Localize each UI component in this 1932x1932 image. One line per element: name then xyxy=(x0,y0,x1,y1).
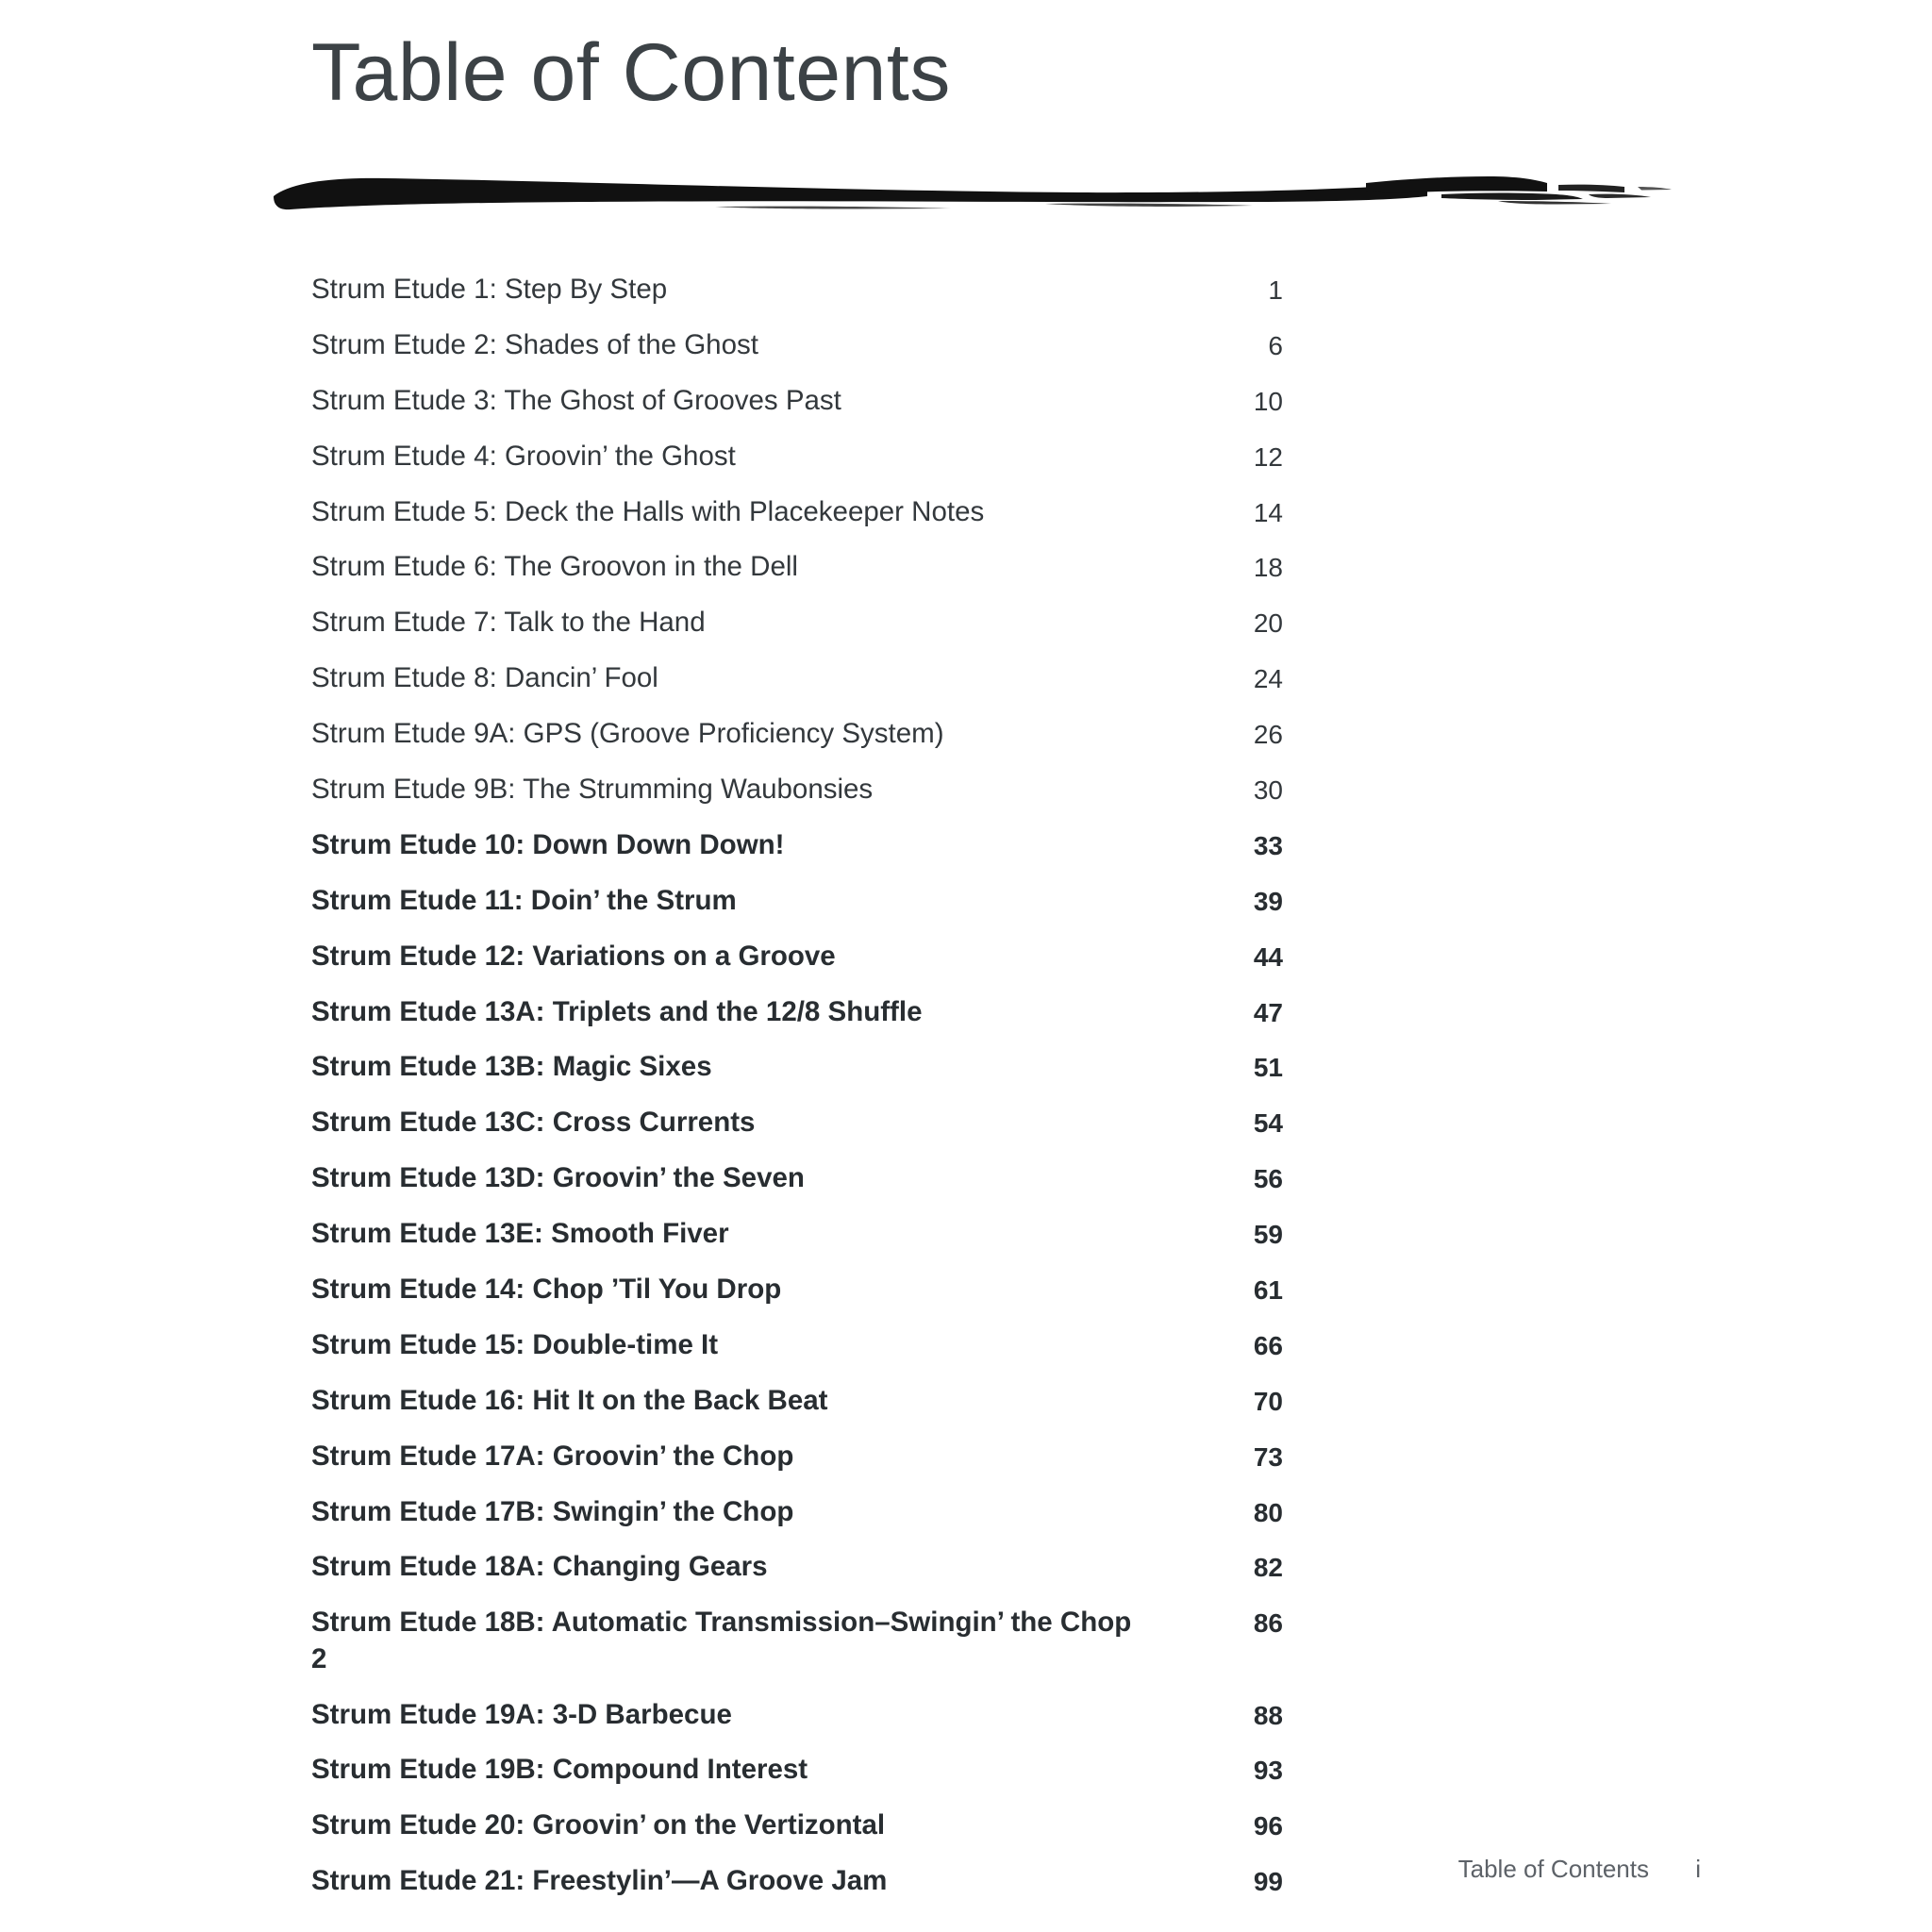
toc-entry-page-number: 61 xyxy=(1253,1275,1283,1306)
toc-entry-label: Strum Etude 6: The Groovon in the Dell xyxy=(311,551,798,583)
toc-entry[interactable] xyxy=(311,1697,1283,1733)
toc-entry[interactable] xyxy=(311,439,1283,475)
toc-entry-label: Strum Etude 9B: The Strumming Waubonsies xyxy=(311,774,874,806)
toc-entry-label: Strum Etude 17A: Groovin’ the Chop xyxy=(311,1440,794,1472)
toc-entry[interactable] xyxy=(311,272,1283,308)
toc-entry-page-number: 18 xyxy=(1253,553,1283,583)
toc-entry-label: Strum Etude 8: Dancin’ Fool xyxy=(311,662,658,694)
footer-label: Table of Contents xyxy=(1457,1855,1649,1883)
toc-entry-page-number: 51 xyxy=(1253,1053,1283,1083)
toc-entry-label: Strum Etude 16: Hit It on the Back Beat xyxy=(311,1384,828,1416)
toc-entry-label: Strum Etude 14: Chop ’Til You Drop xyxy=(311,1274,782,1306)
toc-entry-page-number: 99 xyxy=(1253,1867,1283,1897)
toc-entry[interactable] xyxy=(311,494,1283,530)
toc-entry[interactable] xyxy=(311,327,1283,363)
toc-entry-page-number: 70 xyxy=(1253,1386,1283,1416)
toc-entry-page-number: 39 xyxy=(1253,886,1283,916)
toc-entry-label: Strum Etude 15: Double-time It xyxy=(311,1328,719,1360)
toc-entry-page-number: 44 xyxy=(1253,941,1283,972)
toc-entry-page-number: 66 xyxy=(1253,1330,1283,1360)
page-title: Table of Contents xyxy=(311,27,951,118)
toc-entry-label: Strum Etude 13D: Groovin’ the Seven xyxy=(311,1162,805,1194)
toc-entry[interactable] xyxy=(311,660,1283,696)
toc-entry[interactable] xyxy=(311,1160,1283,1196)
toc-entry-page-number: 47 xyxy=(1253,997,1283,1027)
toc-entry-page-number: 6 xyxy=(1268,330,1283,360)
toc-entry[interactable] xyxy=(311,1549,1283,1585)
toc-entry-page-number: 86 xyxy=(1253,1608,1283,1639)
toc-entry[interactable] xyxy=(311,994,1283,1030)
toc-entry-label: Strum Etude 11: Doin’ the Strum xyxy=(311,884,737,916)
toc-entry-label: Strum Etude 13C: Cross Currents xyxy=(311,1107,756,1139)
toc-entry[interactable] xyxy=(311,1216,1283,1252)
toc-entry-page-number: 56 xyxy=(1253,1164,1283,1194)
toc-entry-label: Strum Etude 7: Talk to the Hand xyxy=(311,607,706,639)
toc-entry-label: Strum Etude 18A: Changing Gears xyxy=(311,1551,768,1583)
toc-entry-page-number: 93 xyxy=(1253,1756,1283,1786)
toc-entry[interactable] xyxy=(311,1383,1283,1419)
toc-entry-page-number: 59 xyxy=(1253,1220,1283,1250)
toc-entry-list xyxy=(311,272,1283,1919)
toc-entry[interactable] xyxy=(311,939,1283,974)
toc-entry-page-number: 54 xyxy=(1253,1108,1283,1139)
brush-stroke-divider xyxy=(272,168,1696,225)
page-footer xyxy=(0,1855,1932,1892)
toc-entry-page-number: 73 xyxy=(1253,1441,1283,1472)
toc-entry[interactable] xyxy=(311,1752,1283,1788)
toc-entry-label: Strum Etude 17B: Swingin’ the Chop xyxy=(311,1495,794,1527)
toc-entry-label: Strum Etude 2: Shades of the Ghost xyxy=(311,328,758,360)
toc-entry-label: Strum Etude 10: Down Down Down! xyxy=(311,828,785,860)
toc-entry-label: Strum Etude 19A: 3-D Barbecue xyxy=(311,1698,732,1730)
toc-entry[interactable] xyxy=(311,549,1283,585)
toc-entry-label: Strum Etude 13A: Triplets and the 12/8 Shuffle xyxy=(311,995,923,1027)
toc-entry[interactable] xyxy=(311,605,1283,641)
footer-page-number: i xyxy=(1695,1855,1701,1883)
toc-entry-label: Strum Etude 5: Deck the Halls with Placekeeper Notes xyxy=(311,495,985,527)
toc-entry[interactable] xyxy=(311,1049,1283,1085)
toc-entry[interactable] xyxy=(311,383,1283,419)
toc-entry[interactable] xyxy=(311,1494,1283,1530)
toc-entry-label: Strum Etude 20: Groovin’ on the Vertizontal xyxy=(311,1809,886,1841)
toc-entry-page-number: 20 xyxy=(1253,608,1283,639)
toc-entry-page-number: 10 xyxy=(1253,386,1283,416)
toc-entry-label: Strum Etude 18B: Automatic Transmission–Swingin’ the Chop 2 xyxy=(311,1607,1132,1674)
toc-entry[interactable] xyxy=(311,1439,1283,1474)
toc-entry-label: Strum Etude 3: The Ghost of Grooves Past xyxy=(311,384,841,416)
toc-entry-page-number: 96 xyxy=(1253,1811,1283,1841)
toc-entry-label: Strum Etude 13B: Magic Sixes xyxy=(311,1051,712,1083)
toc-entry[interactable] xyxy=(311,1807,1283,1843)
toc-entry-label: Strum Etude 19B: Compound Interest xyxy=(311,1754,808,1786)
toc-entry[interactable] xyxy=(311,883,1283,919)
toc-entry-page-number: 80 xyxy=(1253,1497,1283,1527)
toc-entry-page-number: 24 xyxy=(1253,664,1283,694)
toc-entry[interactable] xyxy=(311,827,1283,863)
toc-entry[interactable] xyxy=(311,1105,1283,1141)
toc-entry-label: Strum Etude 13E: Smooth Fiver xyxy=(311,1218,729,1250)
toc-entry[interactable] xyxy=(311,1605,1283,1677)
toc-entry-page-number: 26 xyxy=(1253,720,1283,750)
toc-entry-label: Strum Etude 12: Variations on a Groove xyxy=(311,940,836,972)
toc-entry-page-number: 82 xyxy=(1253,1553,1283,1583)
toc-entry-page-number: 12 xyxy=(1253,441,1283,472)
toc-entry-label: Strum Etude 21: Freestylin’—A Groove Jam xyxy=(311,1865,888,1897)
toc-entry-page-number: 14 xyxy=(1253,497,1283,527)
toc-entry-page-number: 33 xyxy=(1253,830,1283,860)
toc-entry[interactable] xyxy=(311,1327,1283,1363)
toc-entry[interactable] xyxy=(311,716,1283,752)
toc-entry-page-number: 88 xyxy=(1253,1700,1283,1730)
toc-entry-label: Strum Etude 4: Groovin’ the Ghost xyxy=(311,440,736,472)
toc-entry-page-number: 30 xyxy=(1253,775,1283,806)
toc-entry-label: Strum Etude 9A: GPS (Groove Proficiency System) xyxy=(311,718,944,750)
toc-entry-label: Strum Etude 1: Step By Step xyxy=(311,274,668,305)
toc-entry-page-number: 1 xyxy=(1268,275,1283,305)
toc-entry[interactable] xyxy=(311,1272,1283,1307)
toc-entry[interactable] xyxy=(311,772,1283,808)
